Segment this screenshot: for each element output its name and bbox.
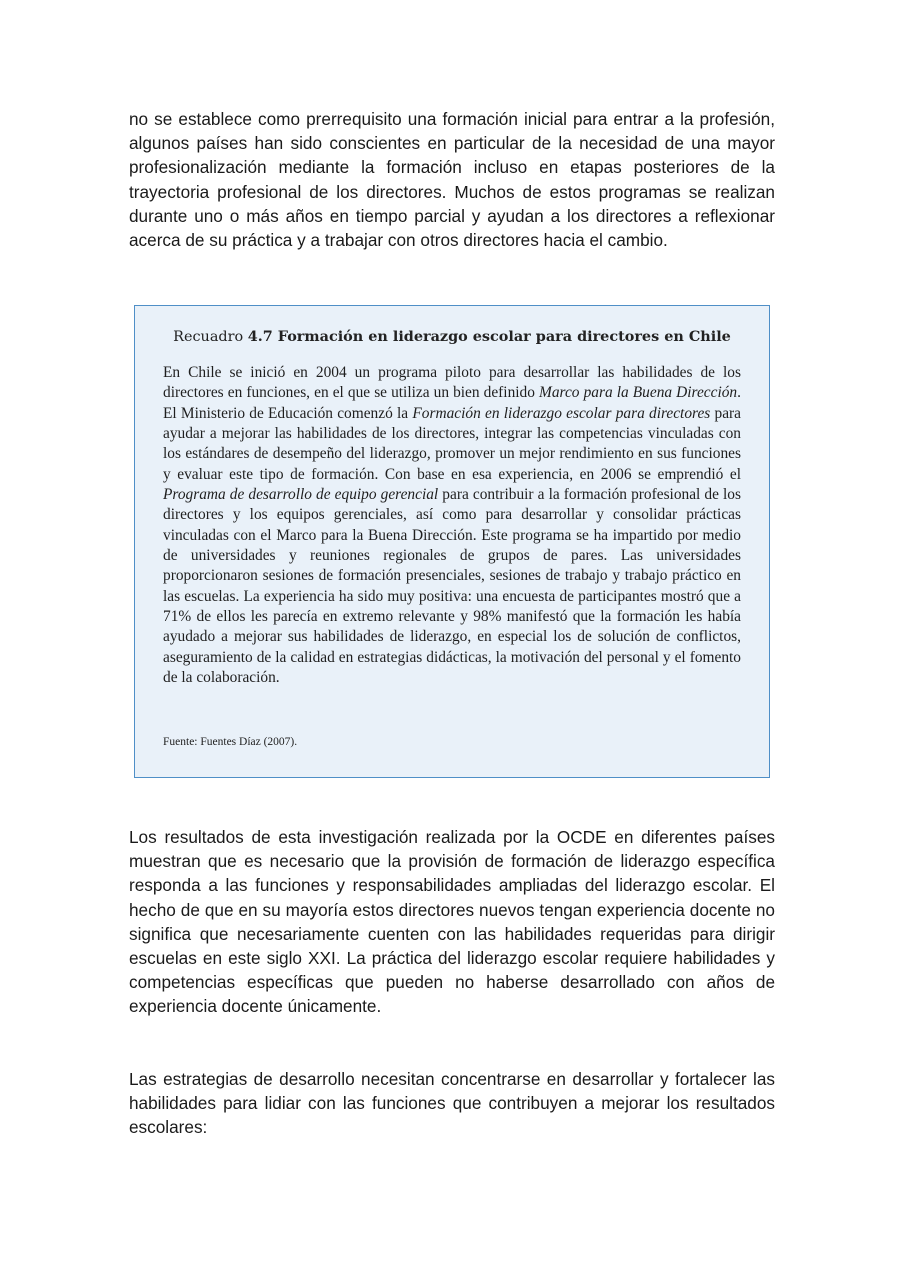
callout-title-prefix: Recuadro	[173, 329, 244, 345]
body-paragraph: Los resultados de esta investigación realizada por la OCDE en diferentes países muestran que es necesario que la provisión de formación de liderazgo específica responda a las funciones y responsabilidades ampliadas del liderazgo escolar. El hecho de que en su mayoría estos directores nuevos tengan experiencia docente no significa que necesariamente cuenten con las habilidades requeridas para dirigir escuelas en este siglo XXI. La práctica del liderazgo escolar requiere habilidades y competencias específicas que pueden no haberse desarrollado con años de experiencia docente únicamente.	[129, 827, 775, 1017]
callout-body-text: para ayudar a mejorar las habilidades de los directores, integrar las competencias vinculadas con los estándares de desempeño del liderazgo, promover un mejor rendimiento en sus funciones y evaluar este tipo de formación. Con base en esa experiencia, en 2006 se emprendió el	[163, 404, 741, 483]
body-paragraph: no se establece como prerrequisito una formación inicial para entrar a la profesión, algunos países han sido conscientes en particular de la necesidad de una mayor profesionalización mediante la formación incluso en etapas posteriores de la trayectoria profesional de los directores. Muchos de estos programas se realizan durante uno o más años en tiempo parcial y ayudan a los directores a reflexionar acerca de su práctica y a trabajar con otros directores hacia el cambio.	[129, 109, 775, 251]
callout-body-text: para contribuir a la formación profesional de los directores y los equipos gerenciales, así como para desarrollar y consolidar prácticas vinculadas con el Marco para la Buena Dirección. Este programa se ha impartido por medio de universidades y reuniones regionales de grupos de pares. Las universidades proporcionaron sesiones de formación presenciales, sesiones de trabajo y trabajo práctico en las escuelas. La experiencia ha sido muy positiva: una encuesta de participantes mostró que a 71% de ellos les parecía en extremo relevante y 98% manifestó que la formación les había ayudado a mejorar sus habilidades de liderazgo, en especial los de solución de conflictos, aseguramiento de la calidad en estrategias didácticas, la motivación del personal y el fomento de la colaboración.	[163, 486, 741, 687]
callout-body-italic: Formación en liderazgo escolar para directores	[412, 404, 711, 422]
callout-body-italic: Marco para la Buena Dirección	[539, 384, 738, 402]
callout-title	[135, 328, 769, 345]
callout-body-italic: Programa de desarrollo de equipo gerencial	[163, 486, 439, 504]
callout-source: Fuente: Fuentes Díaz (2007).	[163, 736, 298, 748]
callout-body-text: En Chile se inició en 2004 un programa piloto para desarrollar las habilidades de los directores en funciones, en el que se utiliza un bien definido	[163, 364, 741, 402]
callout-box	[134, 305, 770, 778]
callout-title-main: 4.7 Formación en liderazgo escolar para directores en Chile	[247, 328, 731, 345]
callout-body-text: . El Ministerio de Educación comenzó la	[163, 384, 741, 422]
callout-body	[163, 363, 741, 689]
body-paragraph: Las estrategias de desarrollo necesitan concentrarse en desarrollar y fortalecer las habilidades para lidiar con las funciones que contribuyen a mejorar los resultados escolares:	[129, 1069, 775, 1138]
